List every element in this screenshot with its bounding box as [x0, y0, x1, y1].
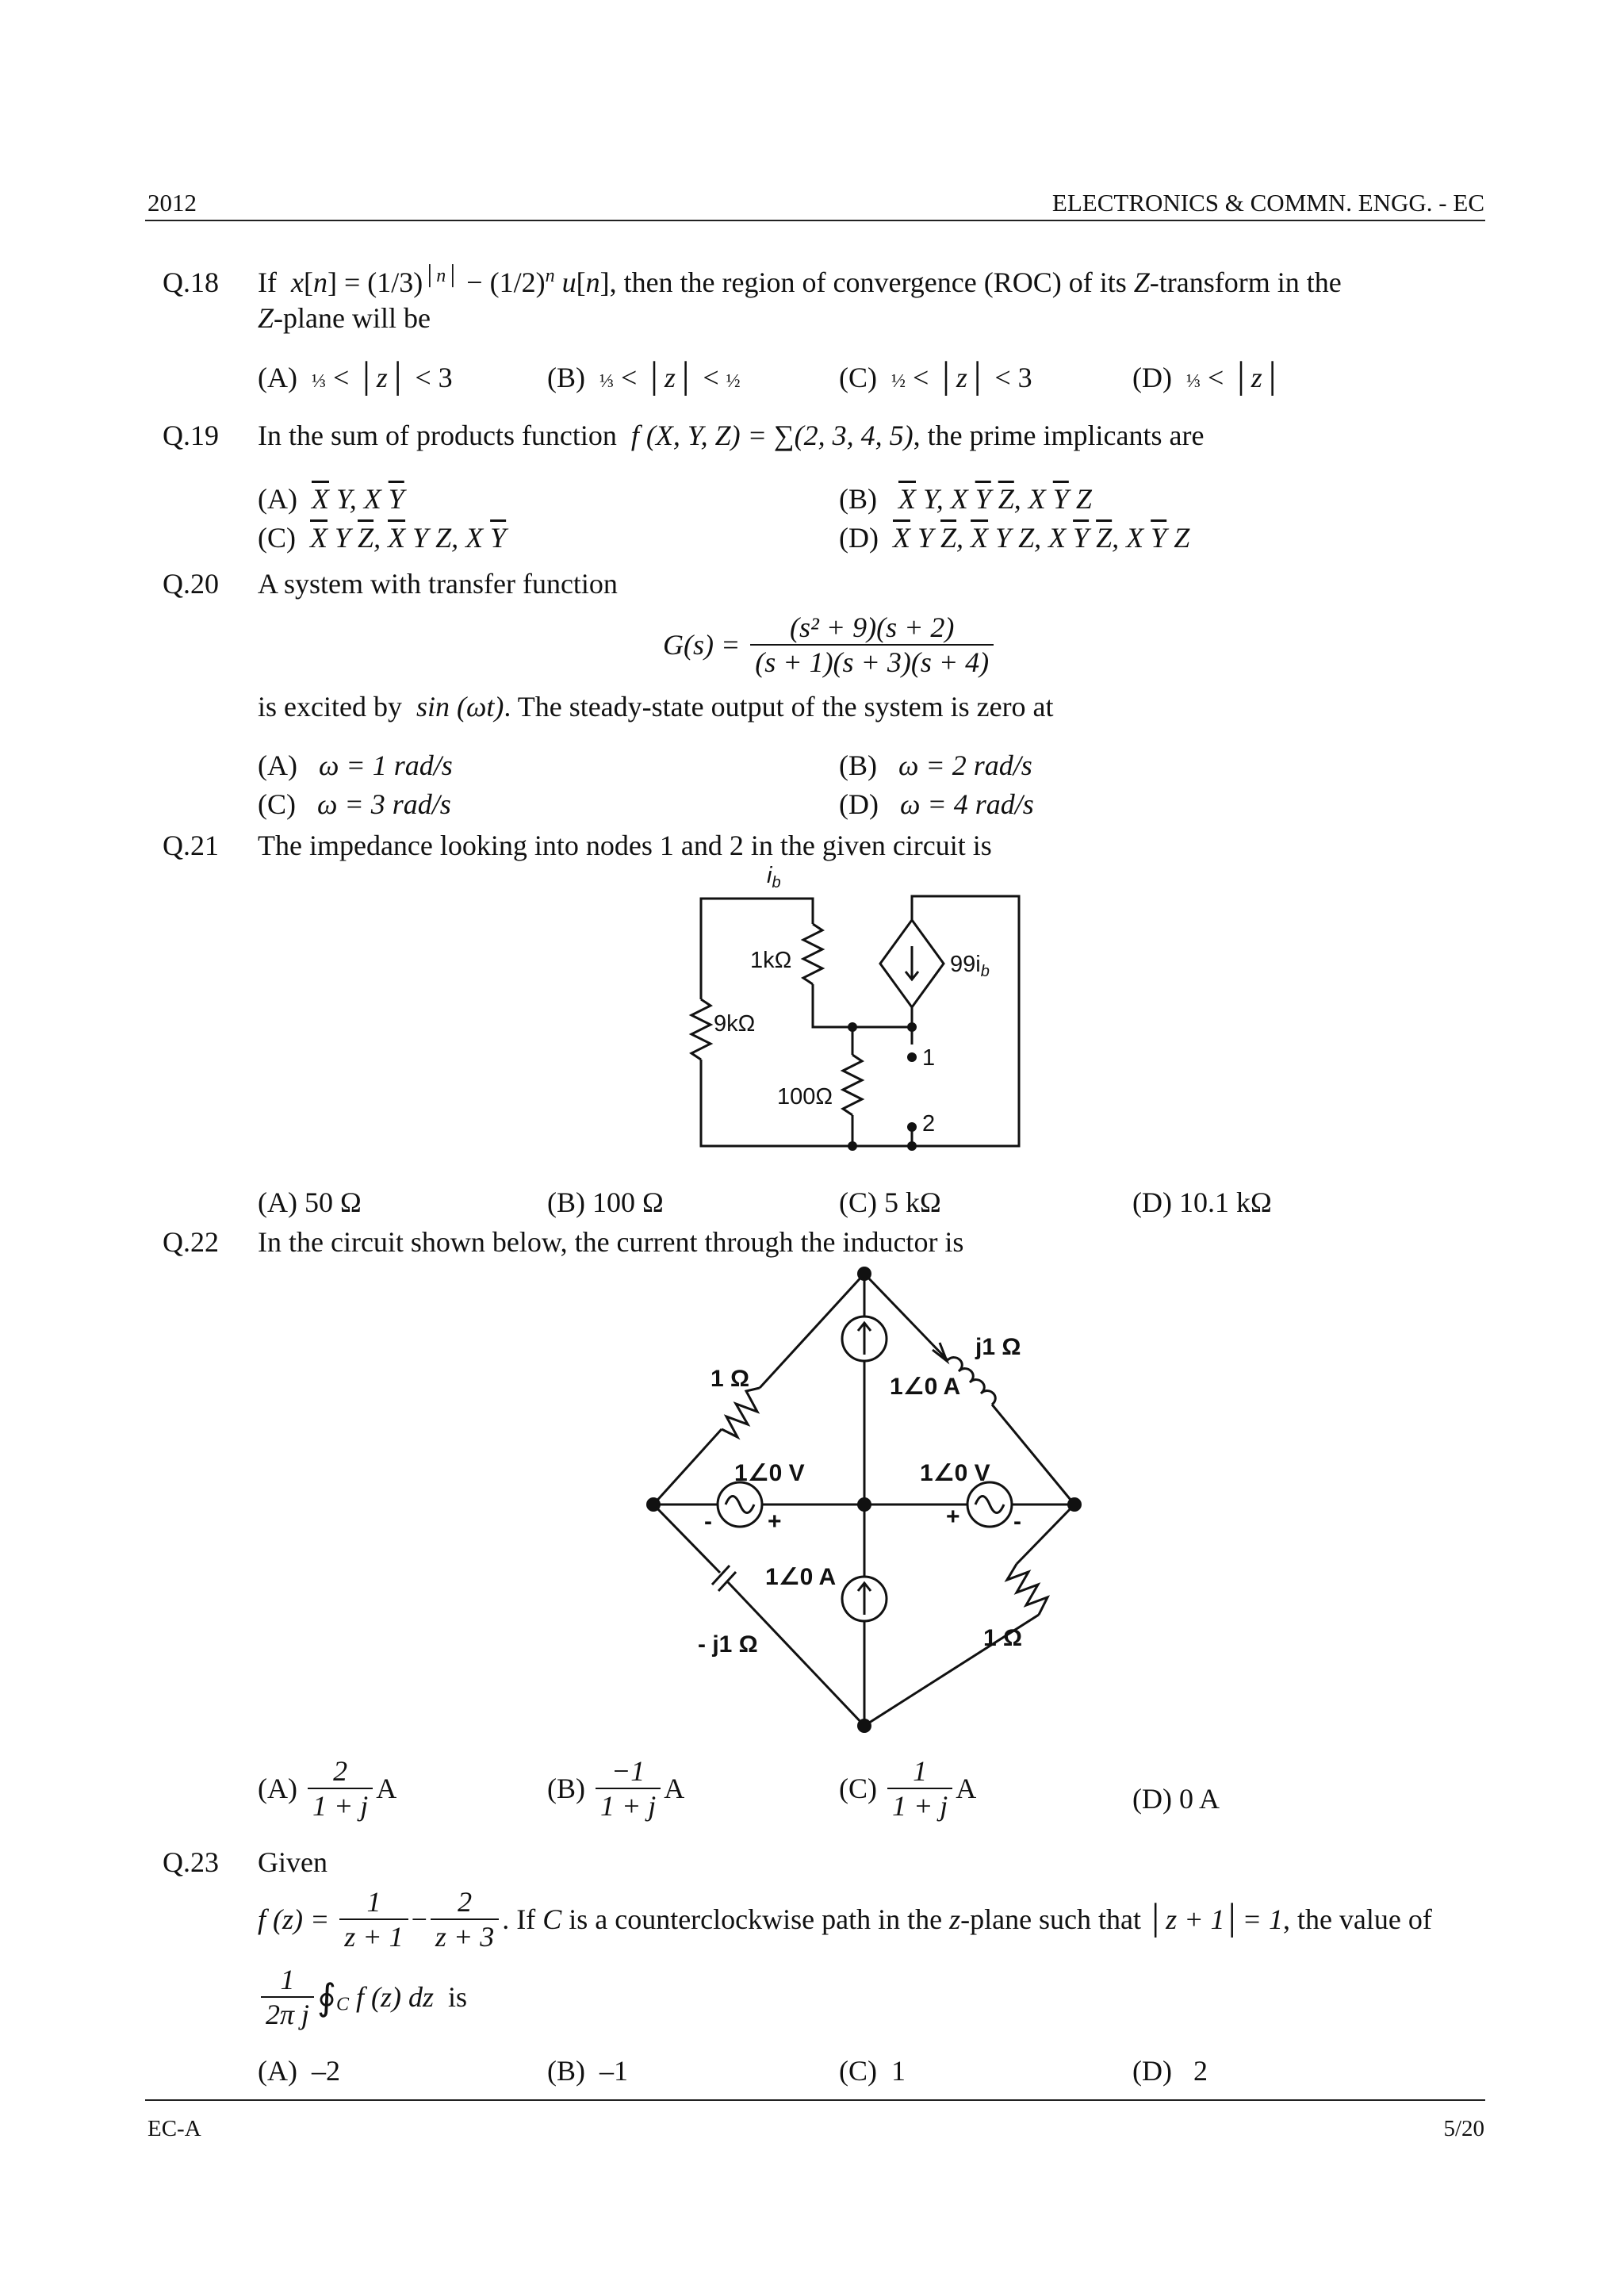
q21-label-100: 100Ω [777, 1084, 833, 1110]
q22-label-r-top: 1 Ω [710, 1366, 750, 1392]
q22-option-a[interactable]: (A) $\frac{2}{1 + j}$ A [258, 1755, 397, 1822]
q23-number: Q.23 [163, 1846, 219, 1878]
q22-label-v-left: 1∠0 V [734, 1460, 805, 1486]
q22-sign-plus-right: + [946, 1504, 960, 1530]
q20-text: A system with transfer function [258, 568, 618, 600]
q22-number: Q.22 [163, 1226, 219, 1258]
q19-text: In the sum of products function f (X, Y, Z) = ∑(2, 3, 4, 5), the prime implicants are [258, 420, 1205, 451]
q22-sign-plus-left: + [768, 1508, 782, 1535]
q23-function-line: f (z) = $\frac{1}{z + 1}$ − $\frac{2}{z + 3}$ . If C is a counterclockwise path in the z-plane such that │z + 1│= 1, the value of [258, 1886, 1432, 1953]
q21-option-c[interactable]: (C) 5 kΩ [839, 1186, 941, 1218]
q21-label-ib: $i_b$ [767, 863, 781, 891]
q22-label-inductor: j1 Ω [975, 1334, 1021, 1360]
q18-option-b[interactable]: (B) ⅓ < │z│ < ½ [547, 362, 741, 393]
page-number: 5/20 [1443, 2116, 1484, 2141]
q22-sign-minus-left: - [704, 1508, 712, 1535]
paper-title: ELECTRONICS & COMMN. ENGG. - EC [1051, 189, 1484, 217]
footer-code: EC-A [147, 2116, 201, 2141]
q22-option-d[interactable]: (D) 0 A [1132, 1783, 1220, 1815]
q21-option-b[interactable]: (B) 100 Ω [547, 1186, 664, 1218]
q22-label-capacitor: - j1 Ω [698, 1631, 758, 1658]
q20-option-b[interactable]: (B) ω = 2 rad/s [839, 749, 1032, 781]
q18-option-a[interactable]: (A) ⅓ < │z│ < 3 [258, 362, 453, 393]
q23-option-d[interactable]: (D) 2 [1132, 2055, 1208, 2087]
q23-option-b[interactable]: (B) –1 [547, 2055, 628, 2087]
q19-option-c[interactable]: (C) $\overline{X}$ Y $\overline{Z}$, $\overline{X}$ Y Z, X $\overline{Y}$ [258, 522, 507, 554]
q19-option-b[interactable]: (B) $\overline{X}$ Y, X $\overline{Y}$ $\overline{Z}$, X $\overline{Y}$ Z [839, 483, 1092, 515]
q20-option-d[interactable]: (D) ω = 4 rad/s [839, 788, 1034, 820]
q18-option-c[interactable]: (C) ½ < │z│ < 3 [839, 362, 1032, 393]
q23-option-c[interactable]: (C) 1 [839, 2055, 906, 2087]
q20-option-c[interactable]: (C) ω = 3 rad/s [258, 788, 451, 820]
q22-text: In the circuit shown below, the current through the inductor is [258, 1226, 964, 1258]
q22-circuit-diagram [634, 1261, 1094, 1745]
q21-option-a[interactable]: (A) 50 Ω [258, 1186, 362, 1218]
q22-label-r-bot: 1 Ω [983, 1625, 1023, 1651]
q18-number: Q.18 [163, 266, 219, 298]
q18-line2: Z-plane will be [258, 302, 431, 334]
q21-option-d[interactable]: (D) 10.1 kΩ [1132, 1186, 1272, 1218]
q19-option-d[interactable]: (D) $\overline{X}$ Y $\overline{Z}$, $\overline{X}$ Y Z, X $\overline{Y}$ $\overline{Z}$, X $\overline{Y}$ Z [839, 522, 1190, 554]
q23-integral-line: $\frac{1}{\text{2π j}}$ $∮_C$ f (z) dz is [258, 1963, 467, 2031]
q18-option-d[interactable]: (D) ⅓ < │z│ [1132, 362, 1283, 393]
header-rule [145, 220, 1485, 221]
q22-sign-minus-right: - [1013, 1508, 1021, 1535]
q19-number: Q.19 [163, 420, 219, 451]
q23-option-a[interactable]: (A) –2 [258, 2055, 340, 2087]
q22-label-v-right: 1∠0 V [920, 1460, 990, 1486]
q22-label-i-bot: 1∠0 A [765, 1564, 837, 1590]
q21-node-1: 1 [922, 1045, 936, 1071]
q20-option-a[interactable]: (A) ω = 1 rad/s [258, 749, 453, 781]
q20-transfer-function: G(s) = $\frac{\text{(s² + 9)(s + 2)}}{(s + 1)(s + 3)(s + 4)}$ [663, 611, 997, 679]
q23-given: Given [258, 1846, 327, 1878]
q21-label-source: $99i_b$ [950, 952, 990, 980]
q19-option-a[interactable]: (A) $\overline{X}$ Y, X $\overline{Y}$ [258, 483, 404, 515]
q21-label-9k: 9kΩ [714, 1011, 756, 1037]
q21-label-1k: 1kΩ [750, 948, 792, 973]
q21-node-2: 2 [922, 1111, 936, 1137]
q21-text: The impedance looking into nodes 1 and 2 in the given circuit is [258, 830, 992, 861]
q20-number: Q.20 [163, 568, 219, 600]
q21-number: Q.21 [163, 830, 219, 861]
q22-option-b[interactable]: (B) $\frac{-1}{1 + j}$ A [547, 1755, 685, 1822]
q18-line1: If $x[n] = (1/3)^{│n│} - (1/2)^n$ u[n], then the region of convergence (ROC) of its Z-transform in the [258, 266, 1342, 298]
q22-label-i-top: 1∠0 A [890, 1374, 961, 1400]
q22-option-c[interactable]: (C) $\frac{1}{1 + j}$ A [839, 1755, 977, 1822]
q20-line3: is excited by sin (ωt). The steady-state output of the system is zero at [258, 691, 1054, 723]
exam-year: 2012 [147, 189, 197, 217]
q21-circuit-diagram [682, 861, 1031, 1154]
footer-rule [145, 2099, 1485, 2101]
